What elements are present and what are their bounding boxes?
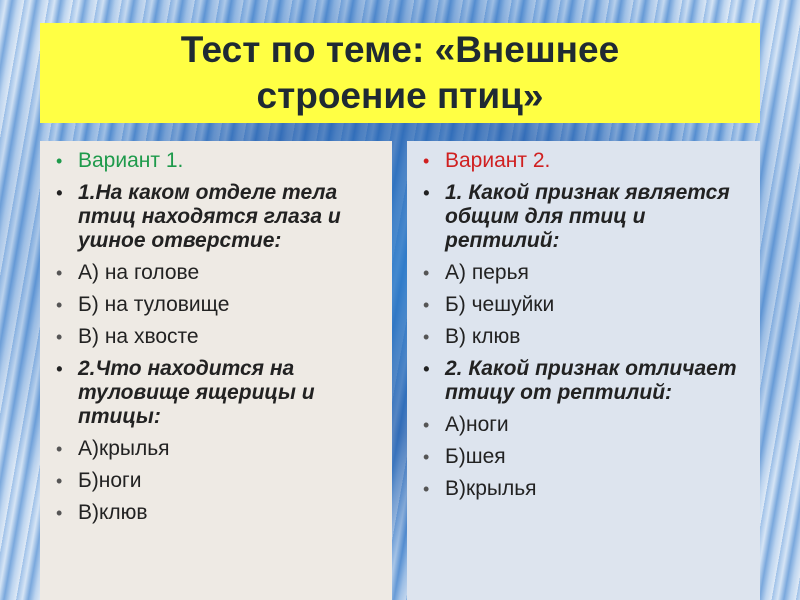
variant-1-label: Вариант 1. [78,149,184,172]
answer-text: Б) чешуйки [445,293,555,316]
answer-text: В)крылья [445,477,537,500]
bullet-icon: • [423,151,430,171]
bullet-icon: • [56,151,63,171]
answer-option [56,469,380,493]
answer-text: Б)шея [445,445,506,468]
answer-option [56,261,380,285]
answer-option [423,325,748,349]
variant-2-label: Вариант 2. [445,149,551,172]
bullet-icon: • [423,295,430,315]
question-1 [56,181,380,253]
bullet-icon: • [423,263,430,283]
answer-text: А) на голове [78,261,200,284]
answer-text: В) клюв [445,325,521,348]
question-1-text: 1. Какой признак является общим для птиц и рептилий: [445,181,730,252]
variant-1-list [56,149,380,525]
answer-text: А)крылья [78,437,170,460]
bullet-icon: • [423,447,430,467]
answer-option [56,325,380,349]
answer-text: Б)ноги [78,469,142,492]
answer-option [423,293,748,317]
answer-option [423,445,748,469]
question-2 [423,357,748,405]
answer-text: Б) на туловище [78,293,230,316]
bullet-icon: • [423,359,430,379]
answer-option [56,501,380,525]
bullet-icon: • [423,327,430,347]
variant-1-heading [56,149,380,173]
answer-text: А)ноги [445,413,509,436]
variant-2-column [407,141,760,600]
question-2-text: 2.Что находится на туловище ящерицы и птицы: [78,357,315,428]
answer-text: А) перья [445,261,529,284]
bullet-icon: • [56,183,63,203]
answer-option [423,413,748,437]
question-1-text: 1.На каком отделе тела птиц находятся глаза и ушное отверстие: [78,181,341,252]
variant-1-column [40,141,392,600]
answer-option [56,437,380,461]
answer-option [56,293,380,317]
question-2 [56,357,380,429]
answer-option [423,477,748,501]
variant-2-list [423,149,748,501]
slide-title: Тест по теме: «Внешнее строение птиц» [180,29,620,116]
answer-option [423,261,748,285]
bullet-icon: • [423,415,430,435]
question-1 [423,181,748,253]
variant-2-heading [423,149,748,173]
bullet-icon: • [56,471,63,491]
bullet-icon: • [56,263,63,283]
bullet-icon: • [423,479,430,499]
bullet-icon: • [56,439,63,459]
answer-text: В) на хвосте [78,325,199,348]
title-band [40,23,760,123]
bullet-icon: • [56,295,63,315]
answer-text: В)клюв [78,501,148,524]
bullet-icon: • [56,327,63,347]
question-2-text: 2. Какой признак отличает птицу от рептилий: [445,357,737,404]
bullet-icon: • [56,503,63,523]
bullet-icon: • [56,359,63,379]
bullet-icon: • [423,183,430,203]
